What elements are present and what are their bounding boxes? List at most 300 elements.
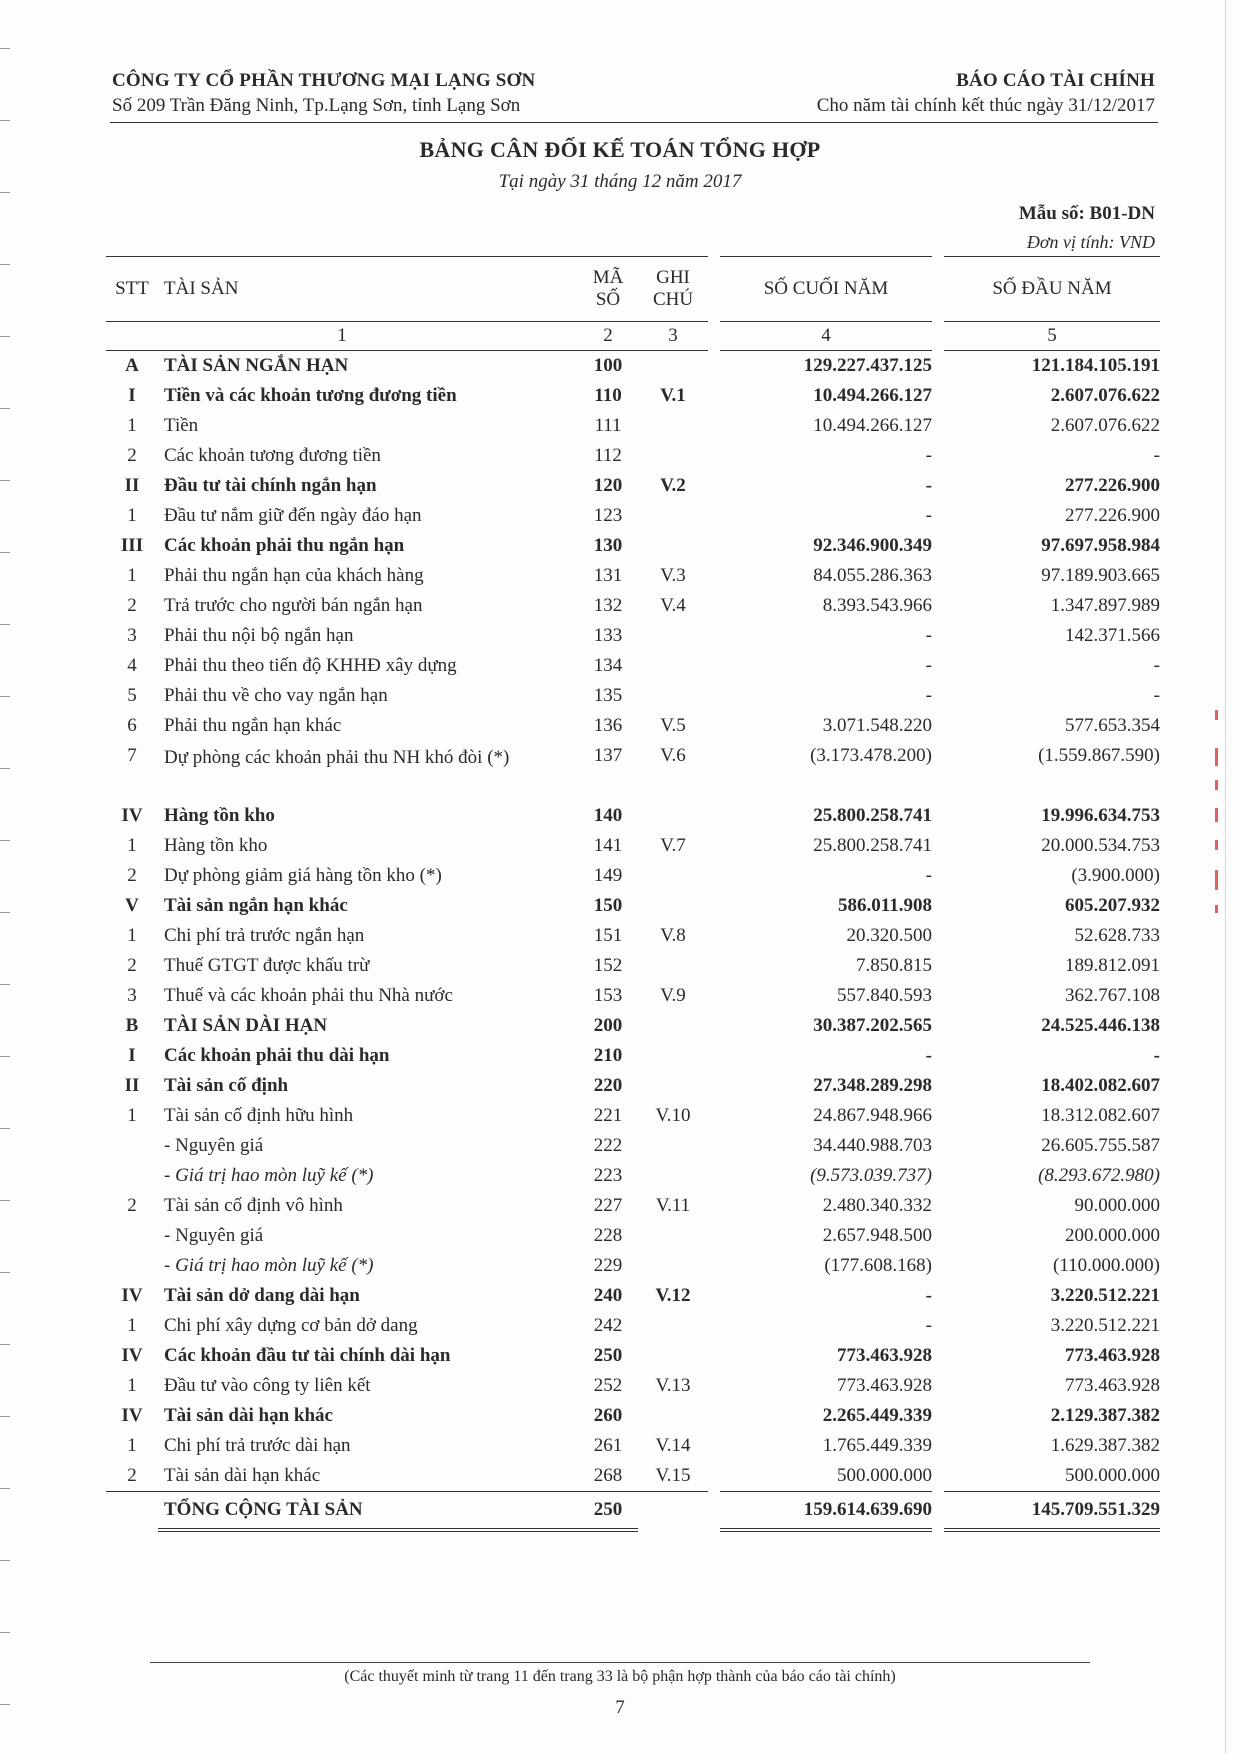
balance-sheet-table xyxy=(106,256,1160,1532)
row-name: Tài sản cố định hữu hình xyxy=(164,1105,354,1126)
row-stt: II xyxy=(124,1075,140,1096)
table-row xyxy=(106,1101,1160,1131)
row-year-end-value: - xyxy=(925,655,932,676)
row-stt: 1 xyxy=(127,505,137,526)
row-note xyxy=(638,1041,708,1071)
row-note xyxy=(638,621,708,651)
row-stt: III xyxy=(120,535,144,556)
company-header xyxy=(112,70,535,117)
row-code: 134 xyxy=(593,655,623,676)
row-year-end-value: 557.840.593 xyxy=(837,985,932,1006)
row-note xyxy=(638,891,708,921)
table-row xyxy=(106,981,1160,1011)
col-number-5: 5 xyxy=(944,322,1160,351)
row-year-end-value: 500.000.000 xyxy=(837,1465,932,1486)
row-year-end-value: (177.608.168) xyxy=(824,1255,932,1276)
gap xyxy=(932,561,944,591)
row-name: Hàng tồn kho xyxy=(164,805,275,826)
gap xyxy=(708,831,720,861)
row-year-begin-value: (8.293.672.980) xyxy=(1038,1165,1160,1186)
row-stt: 2 xyxy=(127,865,137,886)
header-assets: TÀI SẢN xyxy=(158,257,578,322)
gap xyxy=(932,711,944,741)
gap xyxy=(932,651,944,681)
row-note xyxy=(638,1401,708,1431)
document-date: Tại ngày 31 tháng 12 năm 2017 xyxy=(498,171,742,192)
row-code: 110 xyxy=(594,385,622,406)
table-row xyxy=(106,951,1160,981)
row-code: 229 xyxy=(593,1255,623,1276)
row-name: Phải thu nội bộ ngắn hạn xyxy=(164,625,354,646)
row-year-begin-value: 121.184.105.191 xyxy=(1031,355,1160,376)
page-number: 7 xyxy=(615,1697,625,1718)
row-note: V.15 xyxy=(655,1465,691,1486)
gap xyxy=(708,1071,720,1101)
table-row xyxy=(106,1341,1160,1371)
row-code: 137 xyxy=(593,745,623,766)
row-year-begin-value: 362.767.108 xyxy=(1065,985,1160,1006)
row-stt: 6 xyxy=(127,715,137,736)
row-year-end-value: 773.463.928 xyxy=(837,1375,932,1396)
gap xyxy=(708,1401,720,1431)
row-code: 261 xyxy=(593,1435,623,1456)
currency-unit: Đơn vị tính: VND xyxy=(1026,232,1155,252)
gap xyxy=(932,1011,944,1041)
row-name: - Giá trị hao mòn luỹ kế (*) xyxy=(164,1165,374,1186)
header-year-begin: SỐ ĐẦU NĂM xyxy=(944,257,1160,322)
row-note xyxy=(638,1011,708,1041)
col-number-1: 1 xyxy=(106,322,578,351)
row-year-begin-value: 18.312.082.607 xyxy=(1041,1105,1160,1126)
gap xyxy=(932,591,944,621)
table-row xyxy=(106,831,1160,861)
table-row xyxy=(106,351,1160,382)
gap xyxy=(932,441,944,471)
gap xyxy=(932,381,944,411)
gap xyxy=(932,831,944,861)
gap xyxy=(708,1161,720,1191)
table-row xyxy=(106,1221,1160,1251)
row-year-end-value: 27.348.289.298 xyxy=(813,1075,932,1096)
header-note xyxy=(638,257,708,322)
row-year-end-value: 34.440.988.703 xyxy=(813,1135,932,1156)
row-stt: 3 xyxy=(127,985,137,1006)
row-year-end-value: - xyxy=(925,1285,932,1306)
table-row xyxy=(106,561,1160,591)
row-code: 111 xyxy=(594,415,622,436)
gap xyxy=(708,1131,720,1161)
row-code: 250 xyxy=(593,1345,623,1366)
row-year-begin-value: (1.559.867.590) xyxy=(1038,745,1160,766)
row-name: Các khoản tương đương tiền xyxy=(164,445,381,466)
table-row xyxy=(106,681,1160,711)
gap xyxy=(932,411,944,441)
row-note: V.3 xyxy=(660,565,686,586)
gap xyxy=(708,1221,720,1251)
row-year-begin-value: 2.607.076.622 xyxy=(1050,385,1160,406)
table-row xyxy=(106,651,1160,681)
row-name: Phải thu về cho vay ngắn hạn xyxy=(164,685,388,706)
row-note xyxy=(638,1311,708,1341)
row-stt: 1 xyxy=(127,1435,137,1456)
row-stt: 2 xyxy=(127,955,137,976)
row-note xyxy=(638,1341,708,1371)
row-year-begin-value: 773.463.928 xyxy=(1065,1345,1160,1366)
row-code: 150 xyxy=(593,895,623,916)
row-code: 132 xyxy=(593,595,623,616)
gap xyxy=(708,591,720,621)
row-name: - Nguyên giá xyxy=(164,1135,264,1156)
row-name: Phải thu theo tiến độ KHHĐ xây dựng xyxy=(164,655,457,676)
row-stt: 1 xyxy=(127,565,137,586)
red-stamp-mark xyxy=(1212,710,1222,920)
row-year-end-value: 84.055.286.363 xyxy=(813,565,932,586)
row-year-end-value: 92.346.900.349 xyxy=(813,535,932,556)
row-note xyxy=(638,651,708,681)
row-stt: 1 xyxy=(127,1105,137,1126)
gap xyxy=(708,351,720,382)
row-year-end-value: 30.387.202.565 xyxy=(813,1015,932,1036)
table-row xyxy=(106,411,1160,441)
row-year-end-value: 7.850.815 xyxy=(856,955,932,976)
row-code: 152 xyxy=(593,955,623,976)
table-row xyxy=(106,921,1160,951)
row-note xyxy=(638,1161,708,1191)
row-stt: 7 xyxy=(127,745,137,766)
row-name: Các khoản đầu tư tài chính dài hạn xyxy=(164,1345,451,1366)
total-stt xyxy=(106,1492,158,1531)
row-year-begin-value: 18.402.082.607 xyxy=(1041,1075,1160,1096)
row-note: V.12 xyxy=(655,1285,691,1306)
row-code: 200 xyxy=(593,1015,623,1036)
row-note: V.9 xyxy=(660,985,686,1006)
row-note xyxy=(638,1131,708,1161)
row-stt: 1 xyxy=(127,1315,137,1336)
row-note: V.2 xyxy=(660,475,686,496)
gap xyxy=(708,1341,720,1371)
gap xyxy=(932,501,944,531)
gap xyxy=(708,471,720,501)
row-year-end-value: - xyxy=(925,625,932,646)
row-code: 100 xyxy=(593,355,623,376)
gap xyxy=(932,351,944,382)
header-code-line1: MÃ xyxy=(592,267,624,288)
gap xyxy=(708,1011,720,1041)
gap xyxy=(932,1371,944,1401)
row-code: 135 xyxy=(593,685,623,706)
row-year-end-value: 1.765.449.339 xyxy=(822,1435,932,1456)
row-note xyxy=(638,351,708,382)
table-row xyxy=(106,1161,1160,1191)
row-year-end-value: 2.480.340.332 xyxy=(822,1195,932,1216)
row-code: 228 xyxy=(593,1225,623,1246)
gap xyxy=(708,951,720,981)
row-year-begin-value: 500.000.000 xyxy=(1065,1465,1160,1486)
gap xyxy=(932,891,944,921)
gap xyxy=(932,681,944,711)
row-year-begin-value: 577.653.354 xyxy=(1065,715,1160,736)
gap xyxy=(932,531,944,561)
gap xyxy=(708,441,720,471)
row-year-end-value: (9.573.039.737) xyxy=(810,1165,932,1186)
header-code xyxy=(578,257,638,322)
table-row xyxy=(106,1071,1160,1101)
row-note: V.5 xyxy=(660,715,686,736)
row-year-begin-value: 142.371.566 xyxy=(1065,625,1160,646)
table-row xyxy=(106,1041,1160,1071)
gap xyxy=(708,741,720,801)
row-code: 136 xyxy=(593,715,623,736)
row-year-begin-value: 2.607.076.622 xyxy=(1050,415,1160,436)
row-year-begin-value: 277.226.900 xyxy=(1065,475,1160,496)
table-row xyxy=(106,891,1160,921)
gap xyxy=(708,1492,720,1531)
row-year-end-value: 10.494.266.127 xyxy=(813,415,932,436)
row-code: 151 xyxy=(593,925,623,946)
row-note xyxy=(638,1071,708,1101)
gap xyxy=(708,921,720,951)
row-note xyxy=(638,441,708,471)
row-name: Phải thu ngắn hạn của khách hàng xyxy=(164,565,424,586)
table-header-row xyxy=(106,257,1160,322)
row-year-begin-value: 24.525.446.138 xyxy=(1041,1015,1160,1036)
row-code: 149 xyxy=(593,865,623,886)
row-note xyxy=(638,411,708,441)
row-year-end-value: - xyxy=(925,1045,932,1066)
table-row xyxy=(106,1191,1160,1221)
table-row xyxy=(106,1431,1160,1461)
row-year-begin-value: 26.605.755.587 xyxy=(1041,1135,1160,1156)
row-note: V.8 xyxy=(660,925,686,946)
report-period: Cho năm tài chính kết thúc ngày 31/12/2017 xyxy=(816,95,1155,116)
gap xyxy=(932,951,944,981)
total-label: TỔNG CỘNG TÀI SẢN xyxy=(158,1492,578,1531)
company-address: Số 209 Trần Đăng Ninh, Tp.Lạng Sơn, tỉnh Lạng Sơn xyxy=(112,95,521,116)
row-code: 227 xyxy=(593,1195,623,1216)
row-year-end-value: 3.071.548.220 xyxy=(822,715,932,736)
row-year-end-value: - xyxy=(925,865,932,886)
gap xyxy=(708,1191,720,1221)
col-number-4: 4 xyxy=(720,322,932,351)
row-stt: 1 xyxy=(127,835,137,856)
row-year-begin-value: 773.463.928 xyxy=(1065,1375,1160,1396)
row-name: Thuế GTGT được khấu trừ xyxy=(164,955,370,976)
row-code: 242 xyxy=(593,1315,623,1336)
row-code: 220 xyxy=(593,1075,623,1096)
row-code: 210 xyxy=(593,1045,623,1066)
row-name: Tài sản dở dang dài hạn xyxy=(164,1285,360,1306)
row-year-begin-value: (110.000.000) xyxy=(1053,1255,1160,1276)
row-year-end-value: 773.463.928 xyxy=(837,1345,932,1366)
row-code: 268 xyxy=(593,1465,623,1486)
row-stt: I xyxy=(128,1045,136,1066)
row-name: Chi phí xây dựng cơ bản dở dang xyxy=(164,1315,418,1336)
row-name: Các khoản phải thu ngắn hạn xyxy=(164,535,405,556)
gap xyxy=(932,471,944,501)
row-name: Thuế và các khoản phải thu Nhà nước xyxy=(164,985,453,1006)
row-year-end-value: 10.494.266.127 xyxy=(813,385,932,406)
row-note: V.1 xyxy=(660,385,686,406)
col-number-2: 2 xyxy=(578,322,638,351)
table-row xyxy=(106,531,1160,561)
gap xyxy=(708,561,720,591)
row-note xyxy=(638,681,708,711)
row-stt: IV xyxy=(121,1285,143,1306)
row-year-end-value: - xyxy=(925,475,932,496)
row-note xyxy=(638,531,708,561)
row-name: Trả trước cho người bán ngắn hạn xyxy=(164,595,423,616)
total-row xyxy=(106,1492,1160,1531)
footer-note: (Các thuyết minh từ trang 11 đến trang 33 là bộ phận hợp thành của báo cáo tài chính) xyxy=(344,1668,896,1685)
gap xyxy=(708,1371,720,1401)
row-name: TÀI SẢN DÀI HẠN xyxy=(164,1015,328,1036)
gap xyxy=(932,801,944,831)
table-row xyxy=(106,801,1160,831)
table-row xyxy=(106,1311,1160,1341)
row-code: 252 xyxy=(593,1375,623,1396)
row-name: Đầu tư nắm giữ đến ngày đáo hạn xyxy=(164,505,422,526)
row-year-begin-value: 90.000.000 xyxy=(1074,1195,1160,1216)
row-code: 131 xyxy=(593,565,623,586)
row-code: 221 xyxy=(593,1105,623,1126)
row-stt: 3 xyxy=(127,625,137,646)
row-code: 123 xyxy=(593,505,623,526)
gap xyxy=(932,1161,944,1191)
row-name: Chi phí trả trước dài hạn xyxy=(164,1435,351,1456)
gap xyxy=(932,1251,944,1281)
gap xyxy=(932,981,944,1011)
table-row xyxy=(106,741,1160,801)
gap xyxy=(708,891,720,921)
row-name: Hàng tồn kho xyxy=(164,835,268,856)
gap xyxy=(708,621,720,651)
row-year-end-value: 24.867.948.966 xyxy=(813,1105,932,1126)
gap xyxy=(932,921,944,951)
header-note-line2: CHÚ xyxy=(652,289,694,310)
total-year-begin: 145.709.551.329 xyxy=(944,1492,1160,1531)
row-stt xyxy=(106,1221,158,1251)
report-type: BÁO CÁO TÀI CHÍNH xyxy=(956,70,1155,91)
row-year-begin-value: 97.697.958.984 xyxy=(1041,535,1160,556)
gap xyxy=(708,381,720,411)
row-note xyxy=(638,951,708,981)
row-year-begin-value: (3.900.000) xyxy=(1071,865,1160,886)
row-stt: 2 xyxy=(127,1195,137,1216)
row-year-begin-value: - xyxy=(1153,1045,1160,1066)
row-year-begin-value: 97.189.903.665 xyxy=(1041,565,1160,586)
gap xyxy=(708,531,720,561)
gap xyxy=(932,1311,944,1341)
row-year-end-value: (3.173.478.200) xyxy=(810,745,932,766)
row-note: V.6 xyxy=(660,745,686,766)
row-year-end-value: 20.320.500 xyxy=(846,925,932,946)
row-stt: IV xyxy=(121,1405,143,1426)
row-note: V.11 xyxy=(655,1195,691,1216)
col-number-3: 3 xyxy=(638,322,708,351)
row-year-end-value: 25.800.258.741 xyxy=(813,835,932,856)
row-stt: 2 xyxy=(127,445,137,466)
gap xyxy=(932,1101,944,1131)
row-name: Tiền xyxy=(164,415,199,436)
table-row xyxy=(106,1281,1160,1311)
gap xyxy=(932,1071,944,1101)
gap xyxy=(932,257,944,322)
row-name: Tài sản cố định xyxy=(164,1075,289,1096)
total-note xyxy=(638,1492,708,1531)
row-year-begin-value: 200.000.000 xyxy=(1065,1225,1160,1246)
row-year-end-value: 2.657.948.500 xyxy=(822,1225,932,1246)
row-year-begin-value: - xyxy=(1153,685,1160,706)
gap xyxy=(708,681,720,711)
gap xyxy=(932,1041,944,1071)
table-row xyxy=(106,1371,1160,1401)
row-stt: 2 xyxy=(127,595,137,616)
gap xyxy=(932,741,944,801)
row-year-begin-value: - xyxy=(1153,655,1160,676)
row-code: 130 xyxy=(593,535,623,556)
row-name: Dự phòng giảm giá hàng tồn kho (*) xyxy=(164,865,442,886)
row-code: 260 xyxy=(593,1405,623,1426)
gap xyxy=(932,322,944,351)
gap xyxy=(932,621,944,651)
row-name: - Giá trị hao mòn luỹ kế (*) xyxy=(164,1255,374,1276)
table-row xyxy=(106,621,1160,651)
row-year-begin-value: 3.220.512.221 xyxy=(1050,1285,1160,1306)
row-stt: 1 xyxy=(127,925,137,946)
row-stt: A xyxy=(125,355,139,376)
table-row xyxy=(106,441,1160,471)
row-code: 223 xyxy=(593,1165,623,1186)
row-name: Tài sản cố định vô hình xyxy=(164,1195,343,1216)
row-stt: 1 xyxy=(127,1375,137,1396)
row-code: 112 xyxy=(594,445,622,466)
row-stt: I xyxy=(128,385,136,406)
row-stt: 2 xyxy=(127,1465,137,1486)
gap xyxy=(708,1311,720,1341)
gap xyxy=(932,1191,944,1221)
row-code: 120 xyxy=(593,475,623,496)
header-year-end: SỐ CUỐI NĂM xyxy=(720,257,932,322)
row-year-begin-value: 605.207.932 xyxy=(1065,895,1160,916)
row-note: V.10 xyxy=(655,1105,691,1126)
header-rule xyxy=(110,122,1158,123)
row-stt xyxy=(106,1251,158,1281)
table-row xyxy=(106,471,1160,501)
gap xyxy=(932,1461,944,1492)
row-year-end-value: 129.227.437.125 xyxy=(803,355,932,376)
row-year-begin-value: 19.996.634.753 xyxy=(1041,805,1160,826)
row-stt: B xyxy=(125,1015,139,1036)
row-code: 141 xyxy=(593,835,623,856)
row-stt: V xyxy=(125,895,139,916)
table-row xyxy=(106,501,1160,531)
row-name: Tiền và các khoản tương đương tiền xyxy=(164,385,457,406)
gap xyxy=(708,411,720,441)
gap xyxy=(708,1041,720,1071)
table-row xyxy=(106,591,1160,621)
gap xyxy=(708,711,720,741)
row-note xyxy=(638,501,708,531)
header-stt: STT xyxy=(106,257,158,322)
table-row xyxy=(106,861,1160,891)
row-stt xyxy=(106,1131,158,1161)
row-stt: 4 xyxy=(127,655,137,676)
row-note xyxy=(638,1251,708,1281)
form-number: Mẫu số: B01-DN xyxy=(1018,203,1155,224)
row-stt xyxy=(106,1161,158,1191)
row-year-begin-value: 2.129.387.382 xyxy=(1050,1405,1160,1426)
gap xyxy=(932,1431,944,1461)
